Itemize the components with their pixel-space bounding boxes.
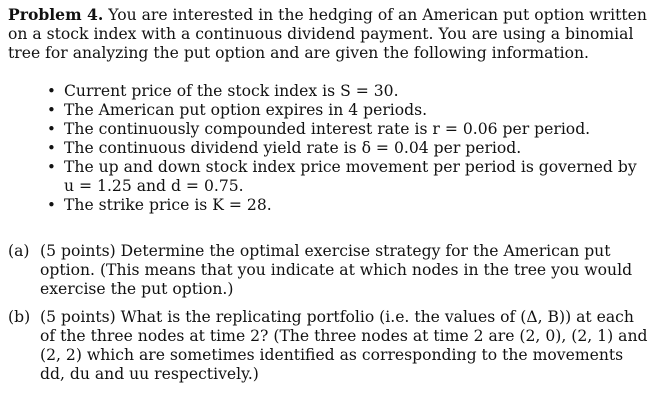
problem-intro xyxy=(8,5,648,63)
fact-text: The American put option expires in 4 periods. xyxy=(64,101,428,119)
list-item xyxy=(44,82,648,101)
fact-text: The up and down stock index price movement per period is governed by u = 1.25 and d = 0.75. xyxy=(64,158,637,195)
problem-heading: Problem 4. xyxy=(8,5,104,24)
part-a xyxy=(8,242,648,299)
bullet-icon: • xyxy=(47,101,56,119)
list-item xyxy=(44,101,648,120)
bullet-icon: • xyxy=(47,139,56,157)
bullet-icon: • xyxy=(47,82,56,100)
bullet-icon: • xyxy=(47,158,56,176)
given-information-list xyxy=(8,82,648,215)
part-b xyxy=(8,308,648,384)
fact-text: The strike price is K = 28. xyxy=(64,196,272,214)
bullet-icon: • xyxy=(47,196,56,214)
problem-parts xyxy=(8,242,648,384)
part-text: (5 points) What is the replicating portfolio (i.e. the values of (Δ, B)) at each of the three nodes at time 2? (The three nodes at time 2 are (2, 0), (2, 1) and (2, 2) which are sometimes identified as corresponding to the movements dd, du and uu respectively.) xyxy=(40,308,648,383)
part-label: (a) xyxy=(8,242,30,260)
list-item xyxy=(44,139,648,158)
list-item xyxy=(44,196,648,215)
list-item xyxy=(44,158,648,196)
bullet-icon: • xyxy=(47,120,56,138)
problem-intro-text: You are interested in the hedging of an American put option written on a stock index with a continuous dividend payment. You are using a binomial tree for analyzing the put option and are given the following information. xyxy=(8,6,647,62)
part-text: (5 points) Determine the optimal exercise strategy for the American put option. (This means that you indicate at which nodes in the tree you would exercise the put option.) xyxy=(40,242,633,298)
fact-text: The continuously compounded interest rate is r = 0.06 per period. xyxy=(64,120,591,138)
list-item xyxy=(44,120,648,139)
fact-text: Current price of the stock index is S = 30. xyxy=(64,82,399,100)
problem-document xyxy=(8,5,648,393)
part-label: (b) xyxy=(8,308,31,326)
fact-text: The continuous dividend yield rate is δ = 0.04 per period. xyxy=(64,139,522,157)
